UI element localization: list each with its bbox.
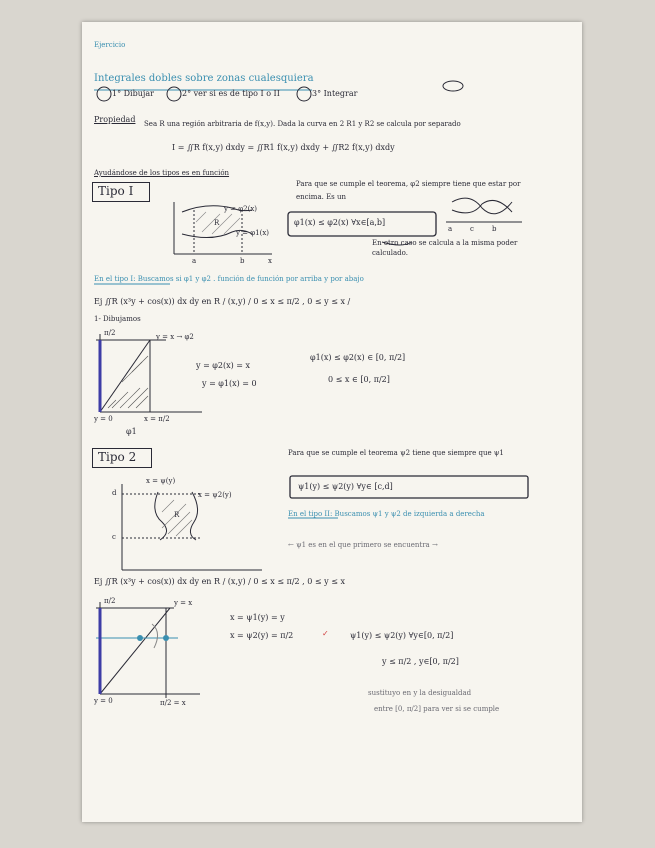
ex2-y-pi: π/2 (104, 597, 116, 605)
t2-condition: ψ1(y) ≤ ψ2(y) ∀y∈ [c,d] (298, 482, 393, 491)
ex1-phi1-mark: φ1 (126, 427, 137, 436)
ex2-psi2: x = ψ2(y) = π/2 (230, 631, 294, 640)
t2-region-label: R (174, 511, 180, 519)
ex1-y-pi: π/2 (104, 329, 116, 337)
step3-circle (297, 87, 311, 101)
ex2-footnote-1: sustituyo en y la desigualdad (368, 689, 472, 697)
step-3: 3° Integrar (312, 89, 358, 98)
step-1: 1° Dibujar (112, 89, 154, 98)
t1-side-b: b (492, 225, 497, 233)
t1-curve-bottom-label: y = φ1(x) (236, 229, 270, 237)
t2-note: Para que se cumple el teorema ψ2 tiene que siempre que ψ1 (288, 449, 504, 457)
page-title: Integrales dobles sobre zonas cualesquiera (94, 73, 314, 84)
ex1-problem: Ej ∬R (x³y + cos(x)) dx dy en R / (x,y) / 0 ≤ x ≤ π/2 , 0 ≤ y ≤ x / (94, 297, 351, 306)
t2-d-label: d (112, 489, 117, 497)
t2-right-curve (190, 492, 197, 540)
property-formula: I = ∬R f(x,y) dxdy = ∬R1 f(x,y) dxdy + ∬R2 f(x,y) dxdy (172, 143, 395, 152)
property-text: Sea R una región arbitraria de f(x,y). Dada la curva en 2 R1 y R2 se calcula por separado (144, 120, 461, 128)
tipo2-heading: Tipo 2 (98, 450, 137, 464)
notebook-page (82, 22, 582, 822)
t1-axis-x: x (268, 257, 272, 265)
ex1-hatch (108, 356, 148, 408)
t1-side-a: a (448, 225, 453, 233)
t2-left-curve (155, 492, 167, 540)
t2-c-label: c (112, 533, 116, 541)
ex2-arc (152, 624, 158, 648)
ex1-cond2: 0 ≤ x ∈ [0, π/2] (328, 375, 390, 384)
ex1-x-pi: x = π/2 (144, 415, 170, 423)
ex2-line-y-eq-x (100, 608, 170, 694)
t1-side-c: c (470, 225, 474, 233)
ex2-y0: y = 0 (94, 697, 113, 705)
t2-curve-left-label: x = ψ(y) (146, 477, 176, 485)
ex1-y0: y = 0 (94, 415, 113, 423)
t1-condition: φ1(x) ≤ φ2(x) ∀x∈[a,b] (294, 218, 386, 227)
ex2-point-2 (163, 635, 169, 641)
ex2-cond2: y ≤ π/2 , y∈[0, π/2] (382, 657, 459, 666)
ex2-y-eq-x: y = x (174, 599, 193, 607)
ex2-psi1: x = ψ1(y) = y (230, 613, 285, 622)
ex2-cond: ψ1(y) ≤ ψ2(y) ∀y∈[0, π/2] (350, 631, 454, 640)
t1-curve-top-label: y = φ2(x) (224, 205, 258, 213)
t1-region-label: R (214, 219, 220, 227)
ex1-phi2: y = φ2(x) = x (196, 361, 251, 370)
t1-side-note: En otro caso se calcula a la misma poder calculado. (372, 239, 518, 257)
ex2-point (137, 635, 143, 641)
ex1-phi1: y = φ1(x) = 0 (202, 379, 257, 388)
ex1-cond1: φ1(x) ≤ φ2(x) ∈ [0, π/2] (310, 353, 406, 362)
ex2-footnote-2: entre [0, π/2] para ver si se cumple (374, 705, 500, 713)
t1-note: Para que se cumple el teorema, φ2 siempre tiene que estar por encima. Es un (296, 180, 521, 201)
ex1-step: 1- Dibujamos (94, 315, 141, 323)
t2-curve-right-label: x = ψ2(y) (198, 491, 232, 499)
tipo1-rule: En el tipo I: Buscamos si φ1 y φ2 . función de función por arriba y por abajo (94, 275, 364, 283)
t1-axis-a: a (192, 257, 197, 265)
ex2-x-pi: π/2 = x (160, 699, 186, 707)
step2-circle (167, 87, 181, 101)
ex2-problem: Ej ∬R (x³y + cos(x)) dx dy en R / (x,y) / 0 ≤ x ≤ π/2 , 0 ≤ y ≤ x (94, 577, 345, 586)
tipo1-heading: Tipo I (98, 184, 134, 198)
step1-circle (97, 87, 111, 101)
types-intro: Ayudándose de los tipos es en función (94, 169, 230, 177)
step-2: 2° ver si es de tipo I o II (182, 89, 280, 98)
tipo2-rule: En el tipo II: Buscamos ψ1 y ψ2 de izquierda a derecha (288, 510, 485, 518)
tipo2-rule-note: ← ψ1 es en el que primero se encuentra → (288, 541, 438, 549)
ex1-line-label: y = x → φ2 (156, 333, 194, 341)
t1-axis-b: b (240, 257, 245, 265)
property-label: Propiedad (94, 115, 136, 124)
doodle (443, 81, 463, 91)
corner-label: Ejercicio (94, 41, 126, 49)
ex2-check: ✓ (322, 629, 329, 638)
